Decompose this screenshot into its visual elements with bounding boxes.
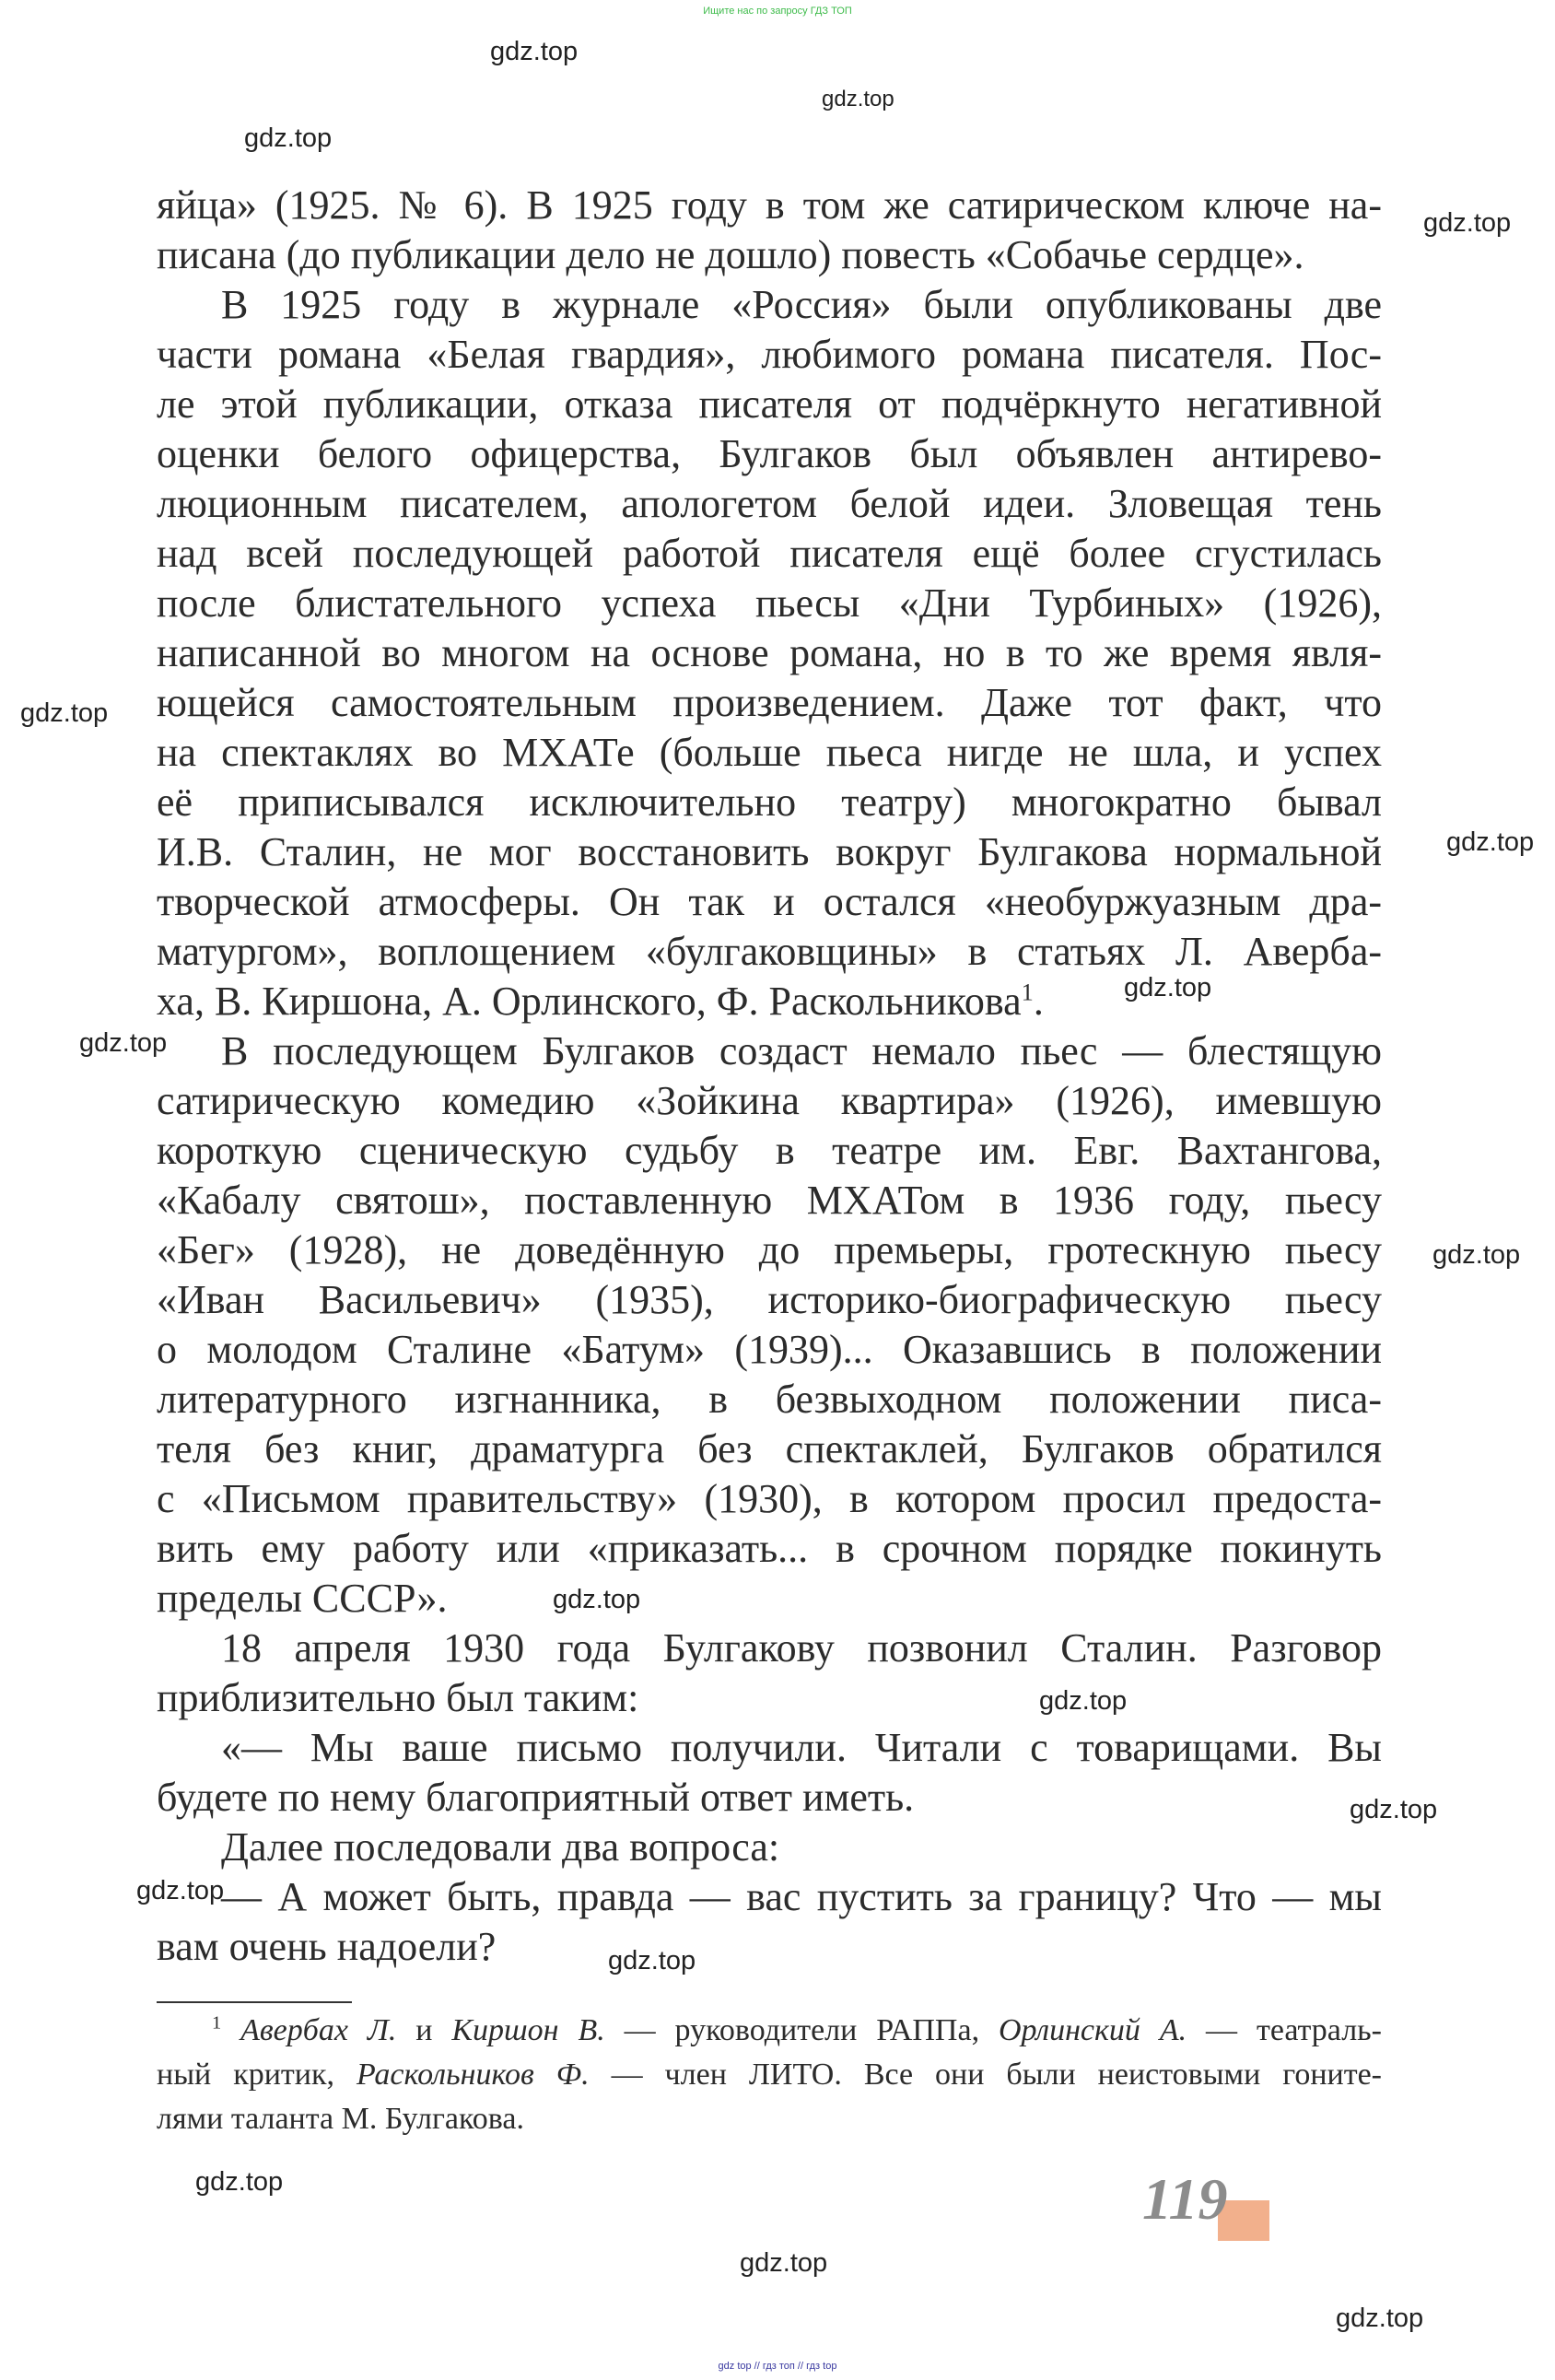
text-line: вам очень надоели? [157, 1924, 497, 1969]
text-line: — А может быть, правда — вас пустить за границу? Что — мы [221, 1874, 1382, 1919]
text-line-content: ха, В. Киршона, А. Орлинского, Ф. Раскольникова [157, 979, 1022, 1024]
text-line: литературного изгнанника, в безвыходном положении писа- [157, 1377, 1382, 1422]
text-line: над всей последующей работой писателя ещё более сгустилась [157, 531, 1382, 576]
main-text [157, 181, 1382, 1972]
watermark: gdz.top [136, 1876, 225, 1905]
footnote-line: лями таланта М. Булгакова. [157, 2102, 525, 2136]
watermark: gdz.top [740, 2248, 828, 2278]
text-line: «Бег» (1928), не доведённую до премьеры, гротескную пьесу [157, 1227, 1382, 1272]
footnote-text: — театраль- [1187, 2013, 1382, 2047]
sentence-period: . [1033, 979, 1044, 1024]
footnote-number: 1 [212, 2012, 222, 2034]
text-line: сатирическую комедию «Зойкина квартира» (1926), имевшую [157, 1078, 1382, 1123]
footnote-name: Авербах Л. [240, 2013, 397, 2047]
text-line: В 1925 году в журнале «Россия» были опубликованы две [221, 282, 1382, 327]
text-line: «— Мы ваше письмо получили. Читали с товарищами. Вы [221, 1725, 1382, 1770]
watermark: gdz.top [1124, 973, 1212, 1002]
text-line: пределы СССР». [157, 1576, 448, 1621]
watermark: gdz.top [490, 37, 579, 66]
text-line: «Иван Васильевич» (1935), историко-биографическую пьесу [157, 1277, 1382, 1322]
footnote-line [157, 2053, 1382, 2097]
text-line: В последующем Булгаков создаст немало пьес — блестящую [221, 1028, 1382, 1073]
text-line: короткую сценическую судьбу в театре им. Евг. Вахтангова, [157, 1128, 1382, 1173]
text-line: люционным писателем, апологетом белой идеи. Зловещая тень [157, 481, 1382, 526]
footnote-text: — член ЛИТО. Все они были неистовыми гоните- [589, 2058, 1382, 2092]
watermark: gdz.top [1039, 1686, 1128, 1716]
watermark: gdz.top [1350, 1795, 1438, 1824]
text-line: ющейся самостоятельным произведением. Даже тот факт, что [157, 680, 1382, 725]
top-banner: Ищите нас по запросу ГДЗ ТОП [703, 6, 852, 17]
text-line: матургом», воплощением «булгаковщины» в статьях Л. Аверба- [157, 929, 1382, 974]
footnote-divider [157, 2001, 352, 2003]
text-line: части романа «Белая гвардия», любимого романа писателя. Пос- [157, 332, 1382, 377]
watermark: gdz.top [20, 698, 109, 728]
watermark: gdz.top [553, 1585, 641, 1614]
footnote-name: Киршон В. [451, 2013, 605, 2047]
text-line: теля без книг, драматурга без спектаклей, Булгаков обратился [157, 1426, 1382, 1471]
footnote-name: Раскольников Ф. [356, 2058, 590, 2092]
text-line: приблизительно был таким: [157, 1675, 639, 1720]
watermark: gdz.top [1423, 208, 1512, 238]
text-line: после блистательного успеха пьесы «Дни Турбиных» (1926), [157, 580, 1382, 626]
bottom-banner: gdz top // гдз топ // гдз top [718, 2361, 837, 2372]
footnote-marker: 1 [1021, 978, 1034, 1006]
text-line: оценки белого офицерства, Булгаков был объявлен антирево- [157, 431, 1382, 476]
watermark: gdz.top [1446, 827, 1535, 857]
text-line: Далее последовали два вопроса: [221, 1824, 780, 1870]
watermark: gdz.top [195, 2167, 284, 2197]
text-line: с «Письмом правительству» (1930), в котором просил предоста- [157, 1476, 1382, 1521]
footnote-text: ный критик, [157, 2058, 357, 2092]
text-line: вить ему работу или «приказать... в срочном порядке покинуть [157, 1526, 1382, 1571]
watermark: gdz.top [79, 1028, 168, 1058]
text-line: о молодом Сталине «Батум» (1939)... Оказавшись в положении [157, 1327, 1382, 1372]
footnote-line [157, 2009, 1382, 2053]
watermark: gdz.top [1432, 1240, 1521, 1270]
text-line: её приписывался исключительно театру) многократно бывал [157, 780, 1382, 825]
text-line: ле этой публикации, отказа писателя от подчёркнуто негативной [157, 381, 1382, 427]
text-line: творческой атмосферы. Он так и остался «необуржуазным дра- [157, 879, 1382, 924]
text-line: написанной во многом на основе романа, но в то же время явля- [157, 630, 1382, 675]
text-line: яйца» (1925. № 6). В 1925 году в том же сатирическом ключе на- [157, 182, 1382, 228]
watermark: gdz.top [1336, 2304, 1424, 2333]
footnote [157, 2009, 1382, 2141]
footnote-text: — руководители РАППа, [604, 2013, 999, 2047]
text-line: 18 апреля 1930 года Булгакову позвонил Сталин. Разговор [221, 1625, 1382, 1671]
watermark: gdz.top [822, 87, 894, 111]
text-line: писана (до публикации дело не дошло) повесть «Собачье сердце». [157, 232, 1304, 277]
text-line: И.В. Сталин, не мог восстановить вокруг Булгакова нормальной [157, 829, 1382, 874]
text-line: будете по нему благоприятный ответ иметь. [157, 1775, 915, 1820]
watermark: gdz.top [608, 1946, 696, 1976]
footnote-name: Орлинский А. [998, 2013, 1187, 2047]
text-line: на спектаклях во МХАТе (больше пьеса нигде не шла, и успех [157, 730, 1382, 775]
footnote-text: и [396, 2013, 452, 2047]
text-line [157, 977, 1382, 1026]
text-line: «Кабалу святош», поставленную МХАТом в 1936 году, пьесу [157, 1178, 1382, 1223]
watermark: gdz.top [244, 123, 333, 153]
page-number: 119 [1142, 2166, 1228, 2232]
